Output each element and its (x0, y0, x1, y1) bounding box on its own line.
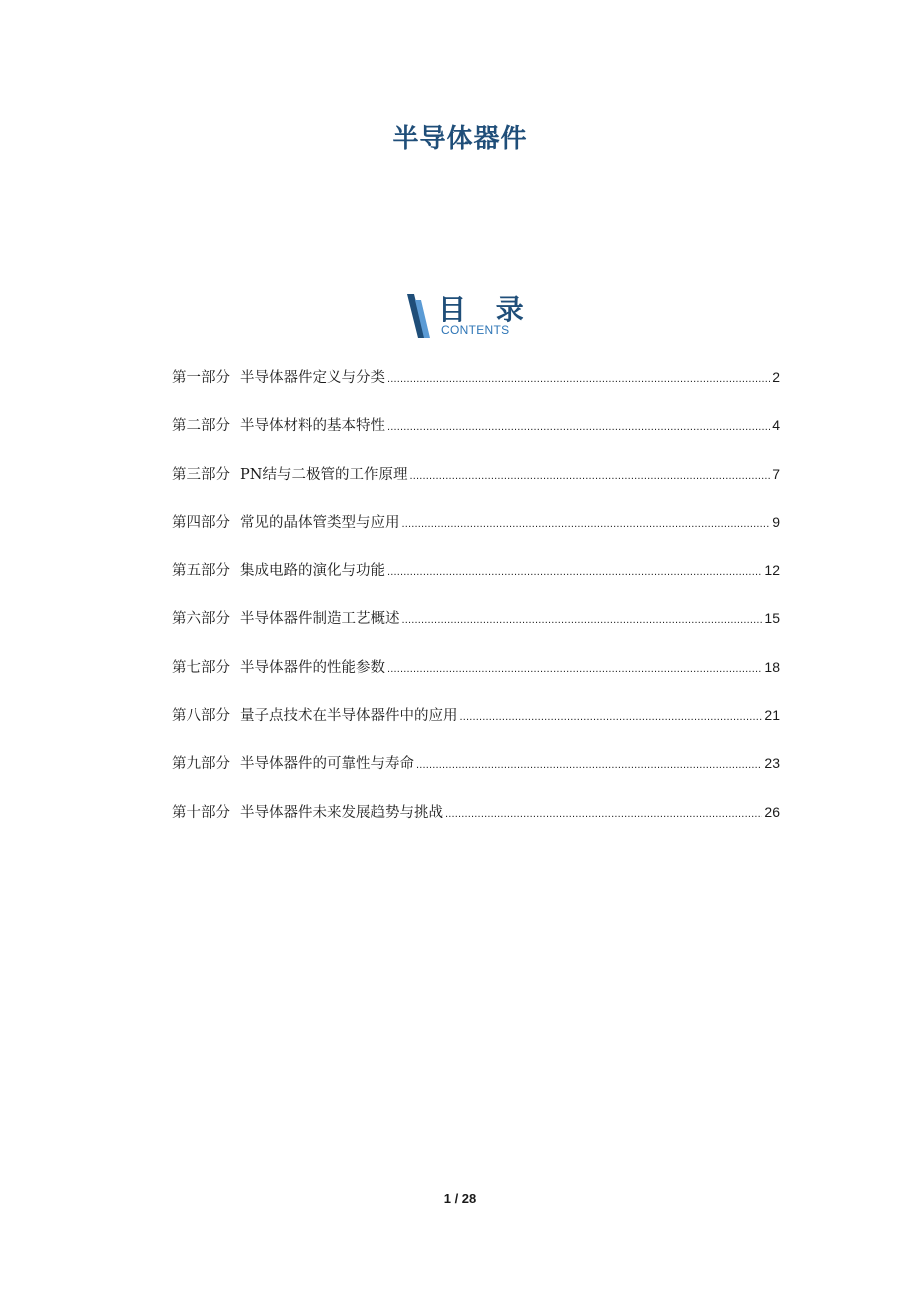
toc-heading (405, 292, 535, 340)
toc-entry-title: 量子点技术在半导体器件中的应用 (240, 708, 458, 725)
toc-entry-page: 7 (772, 465, 780, 482)
page-number: 1 / 28 (443, 1191, 477, 1206)
toc-dot-leader (416, 759, 762, 771)
toc-dot-leader (460, 711, 763, 723)
toc-entry-title: 半导体器件制造工艺概述 (240, 611, 400, 628)
slanted-bar-logo-icon (405, 294, 431, 338)
toc-entry-title: 半导体器件的性能参数 (240, 659, 385, 676)
toc-entry-title: 半导体器件的可靠性与寿命 (240, 756, 414, 773)
document-title: 半导体器件 (392, 124, 528, 154)
toc-entry-page: 21 (764, 707, 780, 724)
toc-entry-title: PN结与二极管的工作原理 (240, 466, 408, 483)
toc-entry-part: 第九部分 (172, 756, 230, 773)
toc-entry-title: 集成电路的演化与功能 (240, 563, 385, 580)
toc-entry[interactable] (172, 656, 780, 704)
toc-entry[interactable] (172, 704, 780, 752)
toc-dot-leader (409, 470, 770, 482)
toc-entry-title: 常见的晶体管类型与应用 (240, 514, 400, 531)
toc-entry-part: 第一部分 (172, 370, 230, 386)
toc-entry-page: 4 (772, 417, 780, 434)
toc-entry-part: 第五部分 (172, 563, 230, 580)
toc-entry[interactable] (172, 463, 780, 511)
toc-entry[interactable] (172, 752, 780, 800)
toc-entry-part: 第八部分 (172, 708, 230, 725)
toc-entry-page: 9 (772, 513, 780, 530)
toc-entry-page: 12 (764, 562, 780, 579)
toc-dot-leader (387, 421, 770, 433)
toc-entry-title: 半导体器件未来发展趋势与挑战 (240, 804, 443, 821)
toc-dot-leader (402, 614, 763, 626)
toc-entry-part: 第十部分 (172, 804, 230, 821)
toc-entry-page: 15 (764, 610, 780, 627)
toc-entry-page: 26 (764, 803, 780, 820)
toc-list (172, 366, 780, 849)
toc-entry-part: 第二部分 (172, 418, 230, 435)
toc-entry-part: 第七部分 (172, 659, 230, 676)
toc-entry[interactable] (172, 511, 780, 559)
toc-heading-title: 目 录 (438, 293, 534, 326)
toc-dot-leader (402, 518, 771, 530)
toc-entry-title: 半导体器件定义与分类 (240, 370, 385, 386)
toc-dot-leader (387, 663, 762, 675)
toc-entry-part: 第六部分 (172, 611, 230, 628)
toc-entry-page: 2 (772, 369, 780, 385)
toc-entry[interactable] (172, 366, 780, 414)
toc-entry[interactable] (172, 801, 780, 849)
toc-entry-part: 第四部分 (172, 514, 230, 531)
toc-dot-leader (387, 566, 762, 578)
toc-dot-leader (387, 373, 770, 385)
toc-heading-subtitle: CONTENTS (441, 323, 510, 337)
toc-entry-title: 半导体材料的基本特性 (240, 418, 385, 435)
toc-entry[interactable] (172, 607, 780, 655)
toc-entry-page: 18 (764, 658, 780, 675)
toc-entry-page: 23 (764, 755, 780, 772)
toc-entry-part: 第三部分 (172, 466, 230, 483)
toc-entry[interactable] (172, 414, 780, 462)
toc-entry[interactable] (172, 559, 780, 607)
toc-dot-leader (445, 808, 762, 820)
